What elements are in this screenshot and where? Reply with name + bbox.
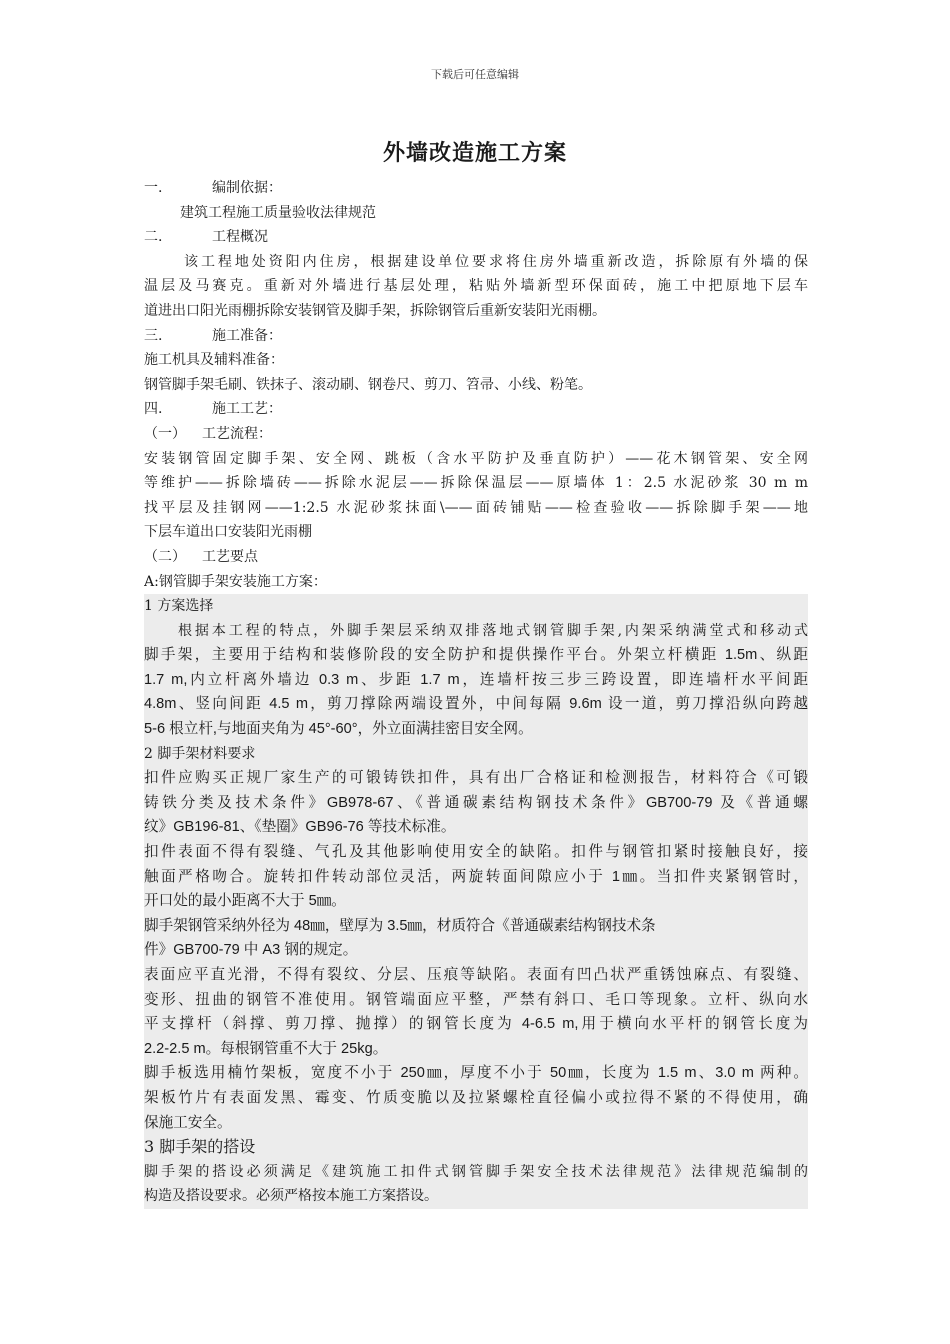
part-a-heading: A:钢管脚手架安装施工方案： (144, 573, 327, 590)
scheme-line: 变形、扭曲的钢管不准使用。钢管端面应平整，严禁有斜口、毛口等现象。立杆、纵向水 (144, 991, 808, 1008)
section-1-body: 建筑工程施工质量验收法律规范 (180, 204, 376, 221)
section-title: 施工准备： (212, 327, 282, 344)
scheme-line: 脚手架钢管采纳外径为 48㎜，壁厚为 3.5㎜，材质符合《普通碳素结构钢技术条 (144, 917, 656, 934)
scaffold-scheme-block (144, 594, 808, 1209)
section-number: 三. (144, 327, 163, 344)
scheme-line: 1.7 m,内立杆离外墙边 0.3 m、步距 1.7 m，连墙杆按三步三跨设置，即连墙杆水平间距 (144, 671, 808, 688)
section-title: 编制依据： (212, 180, 282, 196)
section-number: 四. (144, 401, 163, 418)
paragraph-line: 施工机具及辅料准备： (144, 352, 284, 369)
paragraph-line: 道进出口阳光雨棚拆除安装钢管及脚手架，拆除钢管后重新安装阳光雨棚。 (144, 302, 606, 319)
scheme-line: 脚手板选用楠竹架板，宽度不小于 250㎜，厚度不小于 50㎜，长度为 1.5 m、3.0 m 两种。 (144, 1065, 808, 1082)
scheme-line: 铸铁分类及技术条件》GB978-67、《普通碳素结构钢技术条件》GB700-79 及《普通螺 (144, 794, 808, 811)
section-title: 施工工艺： (212, 401, 282, 418)
scheme-line: 纹》GB196-81、《垫圈》GB96-76 等技术标准。 (144, 819, 456, 836)
scheme-line: 架板竹片有表面发黑、霉变、竹质变脆以及拉紧螺栓直径偏小或拉得不紧的不得使用，确 (144, 1089, 808, 1106)
flow-line: 下层车道出口安装阳光雨棚 (144, 524, 312, 541)
scheme-line: 件》GB700-79 中 A3 钢的规定。 (144, 942, 358, 959)
section-2-heading (144, 225, 808, 250)
scheme-1-title: 1 方案选择 (144, 598, 214, 615)
paragraph-line: 温层及马赛克。重新对外墙进行基层处理，粘贴外墙新型环保面砖，施工中把原地下层车 (144, 278, 808, 295)
subsection-title: 工艺流程： (202, 425, 272, 442)
scheme-3-title: 3 脚手架的搭设 (144, 1137, 256, 1157)
section-number: 二. (144, 229, 163, 246)
flow-line: 等维护——拆除墙砖——拆除水泥层——拆除保温层——原墙体 1：2.5 水泥砂浆 30 m m (144, 475, 808, 492)
subsection-2-heading (144, 545, 808, 570)
paragraph-line: 该工程地处资阳内住房，根据建设单位要求将住房外墙重新改造，拆除原有外墙的保 (184, 253, 808, 270)
scheme-line: 平支撑杆（斜撑、剪刀撑、抛撑）的钢管长度为 4-6.5 m,用于横向水平杆的钢管长度为 (144, 1016, 808, 1033)
scheme-line: 扣件应购买正规厂家生产的可锻铸铁扣件，具有出厂合格证和检测报告，材料符合《可锻 (144, 770, 808, 787)
page-header: 下载后可任意编辑 (431, 68, 519, 81)
scheme-2-title: 2 脚手架材料要求 (144, 745, 256, 762)
scheme-line: 开口处的最小距离不大于 5㎜。 (144, 893, 346, 910)
subsection-number: （一） (144, 425, 186, 442)
subsection-title: 工艺要点 (202, 548, 258, 565)
scheme-line: 保施工安全。 (144, 1114, 232, 1131)
section-1-heading (144, 176, 808, 201)
subsection-number: （二） (144, 548, 186, 565)
subsection-1-heading (144, 422, 808, 447)
document-body (144, 176, 808, 1209)
document-title: 外墙改造施工方案 (382, 140, 567, 166)
flow-line: 安装钢管固定脚手架、安全网、跳板（含水平防护及垂直防护）——花木钢管架、安全网 (144, 450, 808, 467)
scheme-line: 5-6 根立杆,与地面夹角为 45°-60°，外立面满挂密目安全网。 (144, 721, 533, 738)
flow-line: 找平层及挂钢网——1:2.5 水泥砂浆抹面\——面砖铺贴——检查验收——拆除脚手架——地 (144, 499, 808, 516)
scheme-line: 脚手架的搭设必须满足《建筑施工扣件式钢管脚手架安全技术法律规范》法律规范编制的 (144, 1163, 808, 1180)
section-4-heading (144, 397, 808, 422)
section-3-heading (144, 324, 808, 349)
scheme-line: 2.2-2.5 m。每根钢管重不大于 25kg。 (144, 1040, 388, 1057)
scheme-line: 扣件表面不得有裂缝、气孔及其他影响使用安全的缺陷。扣件与钢管扣紧时接触良好，接 (144, 844, 808, 861)
scheme-line: 表面应平直光滑，不得有裂纹、分层、压痕等缺陷。表面有凹凸状严重锈蚀麻点、有裂缝、 (144, 967, 808, 983)
section-number: 一. (144, 180, 163, 196)
scheme-line: 构造及搭设要求。必须严格按本施工方案搭设。 (144, 1188, 438, 1205)
section-title: 工程概况 (212, 229, 268, 246)
scheme-line: 触面严格吻合。旋转扣件转动部位灵活，两旋转面间隙应小于 1㎜。当扣件夹紧钢管时， (144, 868, 808, 885)
scheme-line: 脚手架，主要用于结构和装修阶段的安全防护和提供操作平台。外架立杆横距 1.5m、纵距 (144, 647, 808, 664)
paragraph-line: 钢管脚手架毛刷、铁抹子、滚动刷、钢卷尺、剪刀、笤帚、小线、粉笔。 (144, 376, 592, 393)
scheme-line: 根据本工程的特点，外脚手架层采纳双排落地式钢管脚手架,内架采纳满堂式和移动式 (178, 622, 808, 639)
scheme-line: 4.8m、竖向间距 4.5 m，剪刀撑除两端设置外，中间每隔 9.6m 设一道，剪刀撑沿纵向跨越 (144, 696, 808, 713)
